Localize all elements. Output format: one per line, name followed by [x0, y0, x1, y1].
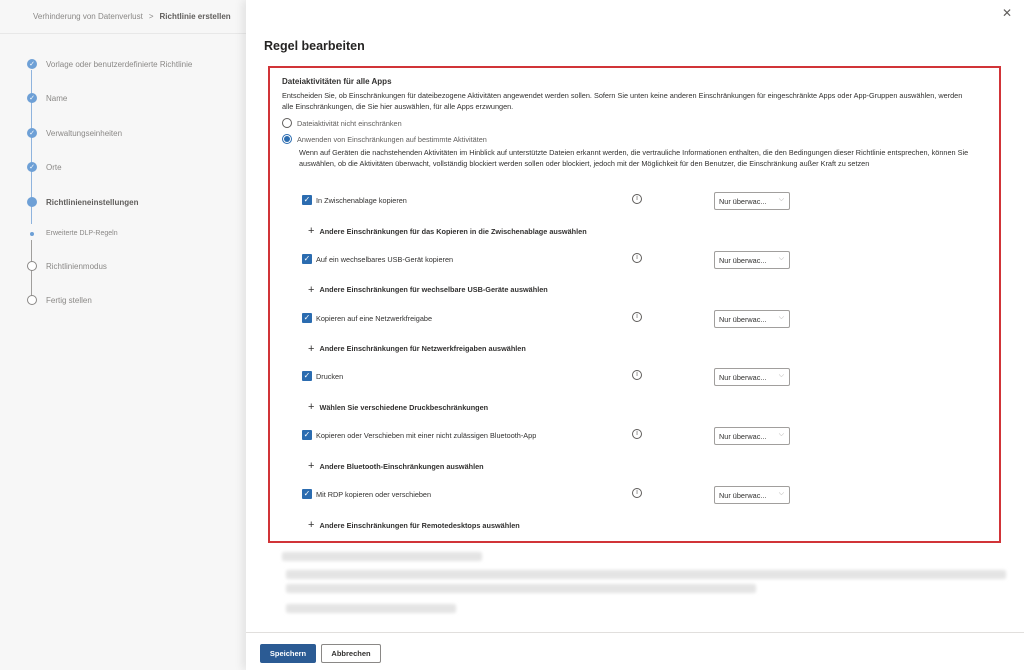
step-label: Name	[46, 93, 68, 103]
substep-dot-icon	[30, 232, 34, 236]
blurred-content	[282, 552, 482, 561]
dropdown-value: Nur überwac...	[719, 314, 767, 324]
checkbox-checked-icon[interactable]: ✓	[303, 195, 311, 204]
activity-row	[302, 192, 992, 210]
activity-row	[302, 368, 992, 386]
activity-label: Kopieren oder Verschieben mit einer nicht zulässigen Bluetooth-App	[316, 431, 537, 441]
step-advanced-dlp-rules[interactable]	[27, 230, 118, 237]
activity-row	[302, 427, 992, 445]
footer	[246, 632, 1024, 670]
action-dropdown[interactable]	[714, 310, 790, 328]
step-label: Fertig stellen	[46, 295, 92, 305]
plus-icon: +	[308, 519, 315, 531]
add-restriction-link[interactable]	[308, 519, 520, 531]
info-icon[interactable]: i	[632, 370, 642, 380]
check-icon: ✓	[27, 162, 37, 172]
blurred-content	[286, 604, 456, 613]
add-restriction-label: Wählen Sie verschiedene Druckbeschränkungen	[319, 402, 489, 412]
check-icon: ✓	[27, 128, 37, 138]
chevron-down-icon: ⌵	[778, 313, 784, 321]
chevron-down-icon: ⌵	[778, 431, 784, 439]
step-name[interactable]	[27, 93, 67, 103]
info-icon[interactable]: i	[632, 312, 642, 322]
restriction-description: Wenn auf Geräten die nachstehenden Aktivitäten im Hinblick auf unterstützte Dateien erkannt werden, die vertrauliche Informationen enthalten, die den Bedingungen dieser Richtlinie entsprechen, können Sie auswählen, ob die Aktivitäten überwacht, vollständig blockiert werden sollen oder blockiert, jedoch mit der Möglichkeit für den Benutzer, die Einschränkung außer Kraft zu setzen	[299, 148, 969, 168]
divider	[0, 33, 246, 34]
dropdown-value: Nur überwac...	[719, 432, 767, 442]
step-label: Erweiterte DLP-Regeln	[46, 230, 118, 237]
step-label: Vorlage oder benutzerdefinierte Richtlinie	[46, 59, 193, 69]
step-policy-settings[interactable]	[27, 197, 138, 207]
step-label: Richtlinienmodus	[46, 261, 107, 271]
cancel-button[interactable]: Abbrechen	[321, 644, 381, 663]
dropdown-value: Nur überwac...	[719, 255, 767, 265]
empty-circle-icon	[27, 261, 37, 271]
wizard-sidebar	[0, 0, 246, 670]
step-label: Verwaltungseinheiten	[46, 128, 123, 138]
plus-icon: +	[308, 460, 315, 473]
chevron-down-icon: ⌵	[778, 196, 784, 203]
activity-row	[302, 251, 992, 269]
chevron-down-icon: ⌵	[778, 490, 784, 497]
plus-icon: +	[308, 342, 315, 355]
info-icon[interactable]: i	[632, 253, 642, 263]
radio-apply-restrictions[interactable]	[282, 134, 987, 144]
add-restriction-label: Andere Einschränkungen für Remotedesktops auswählen	[319, 520, 520, 530]
action-dropdown[interactable]	[714, 192, 790, 210]
radio-unselected-icon	[282, 118, 292, 128]
radio-label: Anwenden von Einschränkungen auf bestimmte Aktivitäten	[297, 134, 487, 144]
blurred-content	[286, 570, 1006, 579]
check-icon: ✓	[27, 93, 37, 103]
add-restriction-link[interactable]	[308, 401, 488, 413]
blurred-content	[286, 584, 756, 593]
activity-label: Kopieren auf eine Netzwerkfreigabe	[316, 313, 433, 323]
chevron-down-icon: ⌵	[778, 254, 784, 262]
action-dropdown[interactable]	[714, 486, 790, 504]
step-admin-units[interactable]	[27, 128, 122, 138]
breadcrumb	[33, 12, 231, 21]
activity-label: Auf ein wechselbares USB-Gerät kopieren	[316, 254, 454, 264]
plus-icon: +	[308, 225, 315, 237]
plus-icon: +	[308, 283, 315, 296]
step-label: Orte	[46, 162, 62, 172]
dropdown-value: Nur überwac...	[719, 373, 767, 383]
close-icon[interactable]: ✕	[1001, 6, 1012, 20]
activity-label: Mit RDP kopieren oder verschieben	[316, 490, 432, 499]
add-restriction-link[interactable]	[308, 225, 587, 237]
checkbox-checked-icon[interactable]: ✓	[303, 253, 311, 263]
checkbox-checked-icon[interactable]: ✓	[303, 312, 311, 322]
checkbox-checked-icon[interactable]: ✓	[303, 371, 311, 381]
activity-row	[302, 486, 992, 504]
step-finish[interactable]	[27, 295, 92, 305]
info-icon[interactable]: i	[632, 429, 642, 439]
add-restriction-label: Andere Bluetooth-Einschränkungen auswählen	[319, 461, 484, 471]
add-restriction-link[interactable]	[308, 460, 484, 472]
add-restriction-link[interactable]	[308, 343, 526, 355]
action-dropdown[interactable]	[714, 427, 790, 445]
section-description: Entscheiden Sie, ob Einschränkungen für dateibezogene Aktivitäten angewendet werden sollen. Sofern Sie unten keine anderen Einschränkungen für eingeschränkte Apps oder App-Gruppen auswählen, werden alle Einschränkungen, die Sie hier auswählen, für alle Apps erzwungen.	[282, 91, 963, 111]
step-label: Richtlinieneinstellungen	[46, 197, 139, 207]
dropdown-value: Nur überwac...	[719, 197, 767, 206]
radio-selected-icon	[282, 134, 292, 144]
info-icon[interactable]: i	[632, 488, 642, 498]
activity-label: In Zwischenablage kopieren	[316, 196, 407, 205]
section-title: Dateiaktivitäten für alle Apps	[282, 77, 392, 86]
step-template[interactable]	[27, 59, 192, 69]
edit-rule-panel	[246, 0, 1024, 670]
check-icon: ✓	[27, 59, 37, 69]
activity-row	[302, 310, 992, 328]
step-locations[interactable]	[27, 162, 62, 172]
plus-icon: +	[308, 401, 315, 414]
checkbox-checked-icon[interactable]: ✓	[303, 430, 311, 440]
add-restriction-label: Andere Einschränkungen für das Kopieren in die Zwischenablage auswählen	[319, 226, 587, 236]
panel-title: Regel bearbeiten	[264, 39, 365, 53]
add-restriction-label: Andere Einschränkungen für wechselbare USB-Geräte auswählen	[319, 285, 548, 295]
radio-label: Dateiaktivität nicht einschränken	[297, 118, 402, 128]
checkbox-checked-icon[interactable]: ✓	[303, 489, 311, 498]
empty-circle-icon	[27, 295, 37, 305]
activity-label: Drucken	[316, 372, 344, 382]
add-restriction-label: Andere Einschränkungen für Netzwerkfreigaben auswählen	[319, 344, 526, 354]
save-button[interactable]: Speichern	[260, 644, 316, 663]
dropdown-value: Nur überwac...	[719, 491, 767, 500]
chevron-down-icon: ⌵	[778, 372, 784, 380]
breadcrumb-current: Richtlinie erstellen	[159, 12, 231, 21]
current-step-icon	[27, 197, 37, 207]
step-policy-mode[interactable]	[27, 261, 107, 271]
breadcrumb-separator: >	[148, 12, 154, 21]
breadcrumb-parent[interactable]: Verhinderung von Datenverlust	[33, 12, 143, 21]
radio-no-restriction[interactable]	[282, 118, 987, 128]
action-dropdown[interactable]	[714, 251, 790, 269]
add-restriction-link[interactable]	[308, 284, 548, 296]
action-dropdown[interactable]	[714, 368, 790, 386]
info-icon[interactable]: i	[632, 194, 642, 204]
